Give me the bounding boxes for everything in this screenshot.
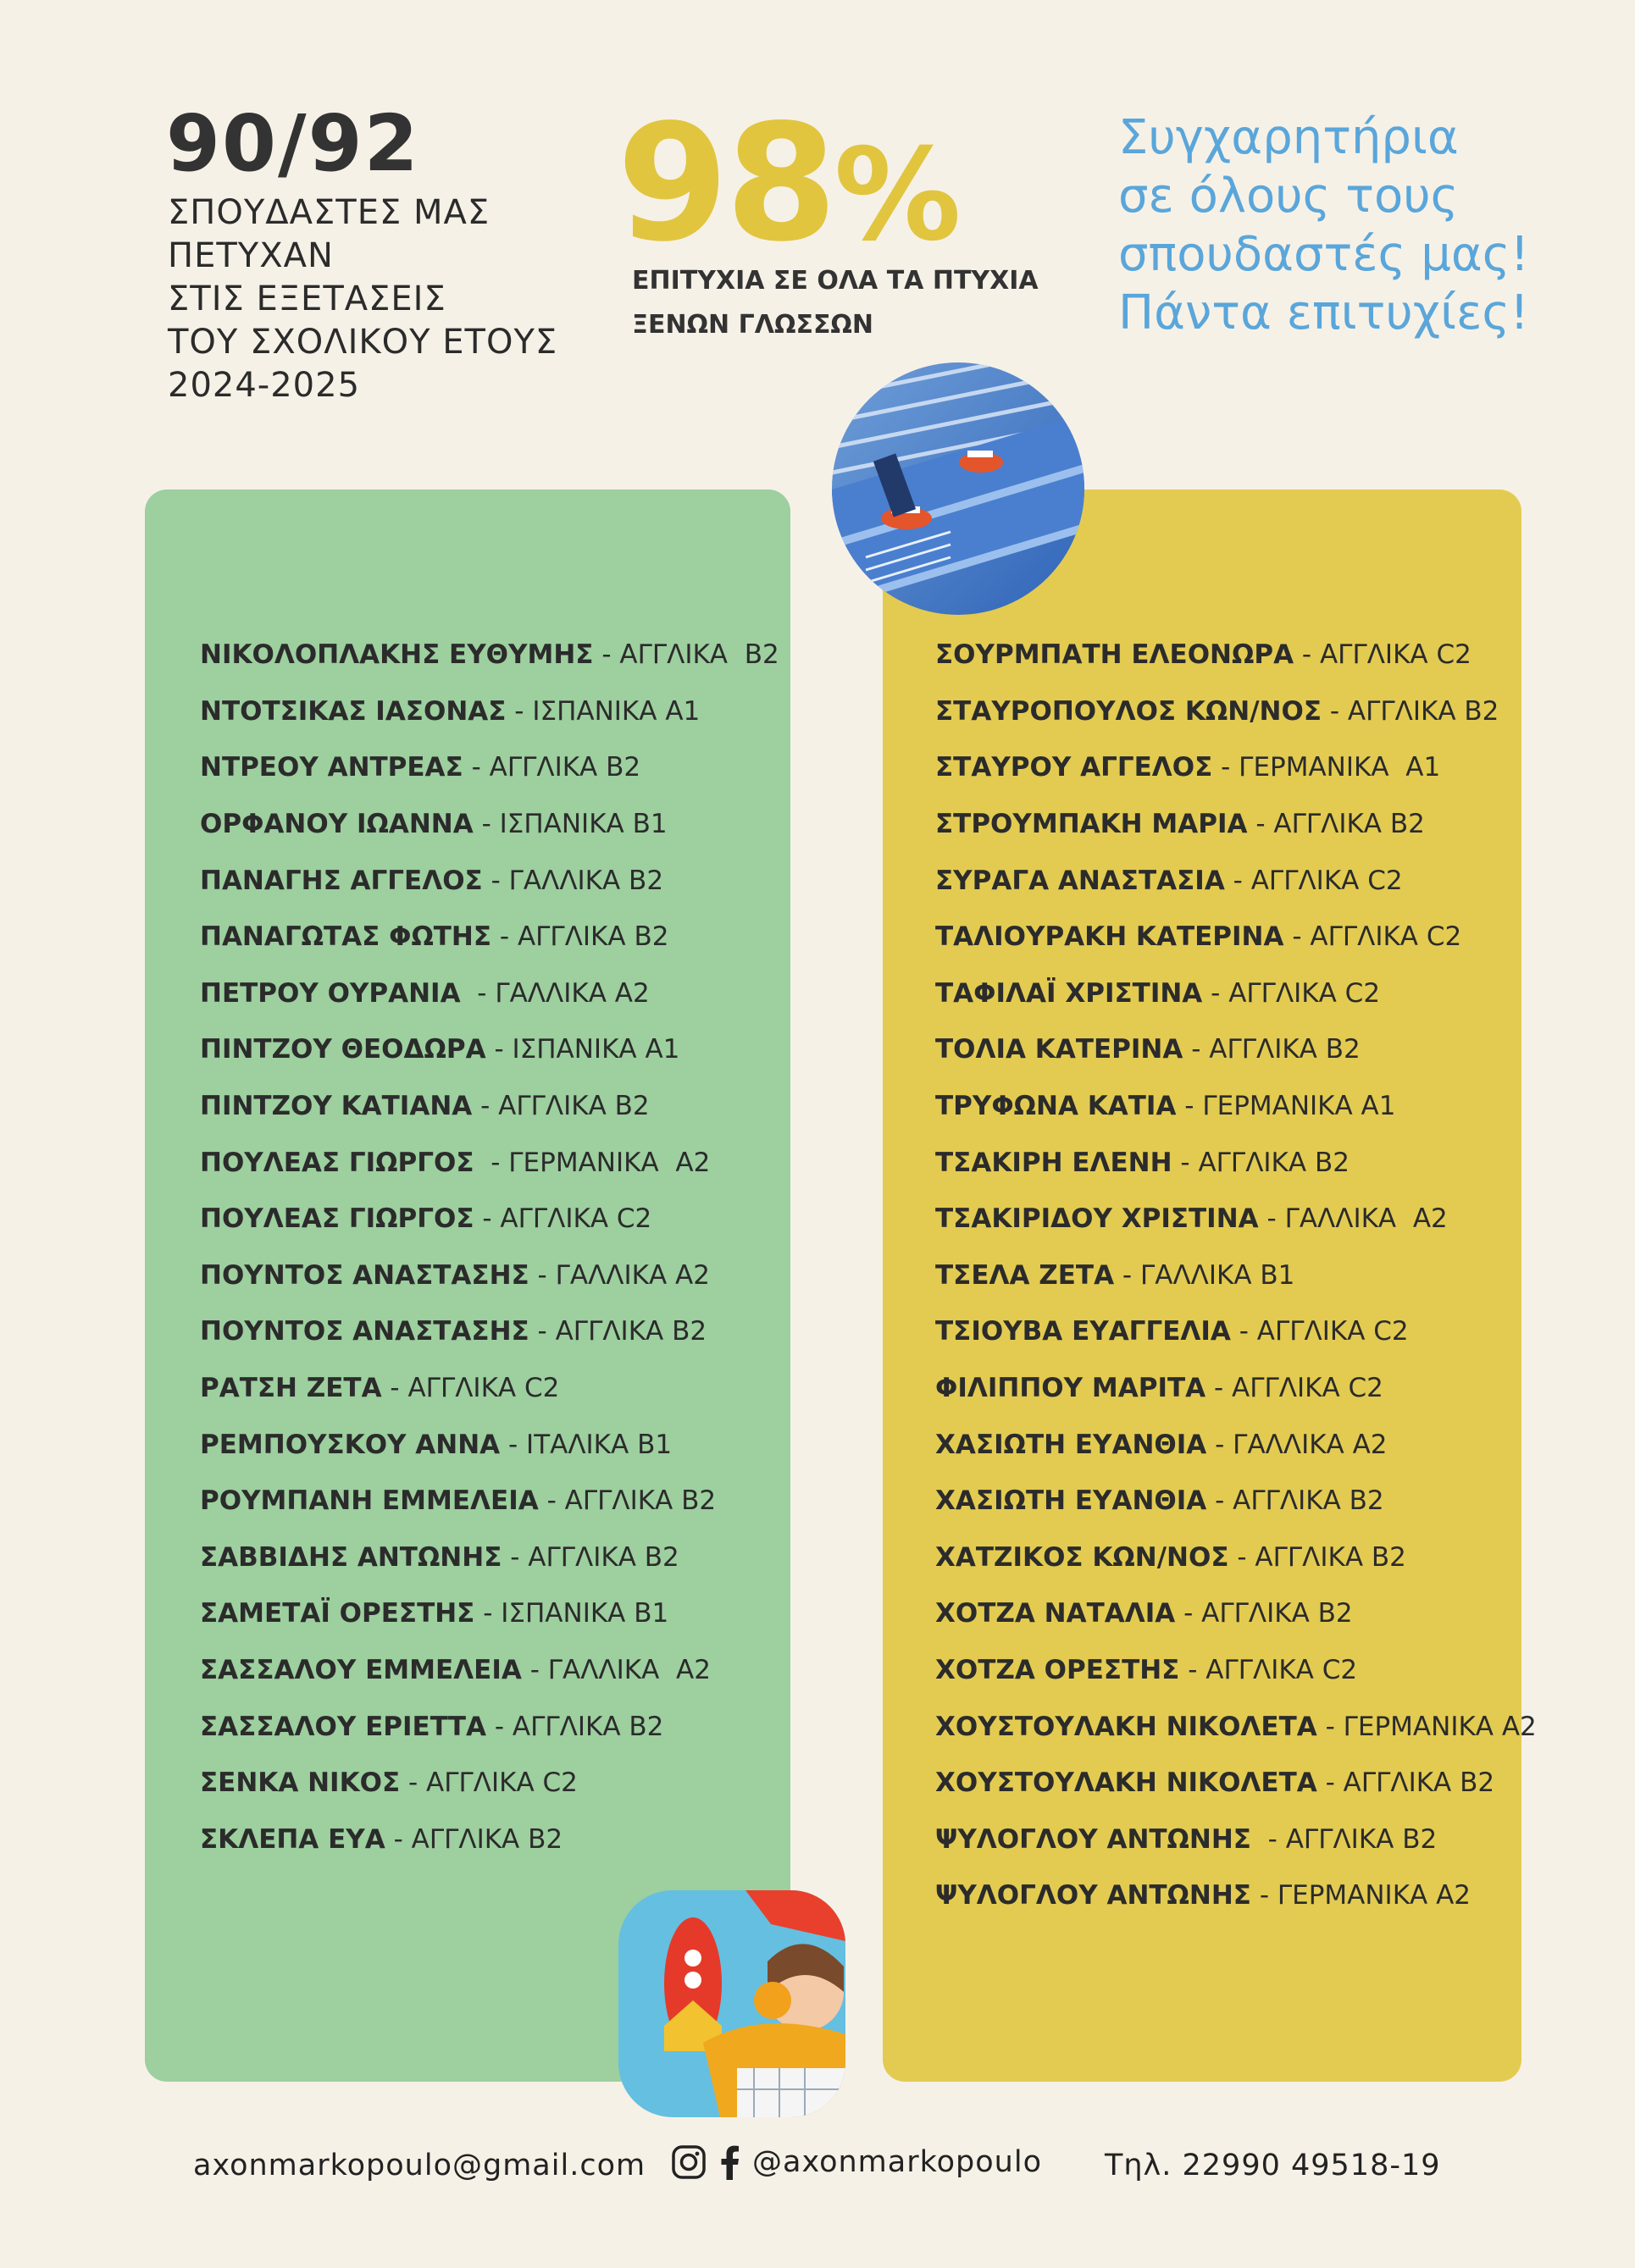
student-name: ΣΚΛΕΠΑ ΕΥΑ bbox=[200, 1823, 385, 1855]
student-result-row bbox=[935, 1642, 1537, 1699]
percentage-caption-line: ΕΠΙΤΥΧΙΑ ΣΕ ΟΛΑ ΤΑ ΠΤΥΧΙΑ bbox=[632, 266, 1039, 296]
student-result-row bbox=[935, 1416, 1537, 1473]
student-result-row bbox=[935, 965, 1537, 1022]
student-result-row bbox=[935, 1134, 1537, 1191]
student-name: ΡΟΥΜΠΑΝΗ ΕΜΜΕΛΕΙΑ bbox=[200, 1485, 539, 1517]
percent-sign: % bbox=[834, 122, 958, 269]
exam-result: - ΑΓΓΛΙΚΑ B2 bbox=[529, 1316, 707, 1347]
student-result-row bbox=[200, 1303, 779, 1360]
percentage-caption-line: ΞΕΝΩΝ ΓΛΩΣΣΩΝ bbox=[632, 310, 874, 340]
percentage-caption bbox=[632, 259, 1039, 347]
student-name: ΧΟΥΣΤΟΥΛΑΚΗ ΝΙΚΟΛΕΤΑ bbox=[935, 1767, 1317, 1799]
exam-result: - ΑΓΓΛΙΚΑ C2 bbox=[1202, 977, 1381, 1009]
student-result-row bbox=[200, 1134, 779, 1191]
student-result-row bbox=[935, 683, 1537, 740]
exam-result: - ΓΕΡΜΑΝΙΚΑ A2 bbox=[474, 1147, 711, 1178]
exam-result: - ΑΓΓΛΙΚΑ B2 bbox=[1250, 1823, 1438, 1855]
student-result-row bbox=[200, 1360, 779, 1417]
student-result-row bbox=[200, 1585, 779, 1642]
exam-result: - ΓΑΛΛΙΚΑ A2 bbox=[1258, 1203, 1448, 1235]
yellow-student-list bbox=[935, 627, 1537, 1924]
score-line: 2024-2025 bbox=[168, 366, 361, 405]
student-name: ΟΡΦΑΝΟΥ ΙΩΑΝΝΑ bbox=[200, 809, 474, 840]
student-result-row bbox=[935, 1078, 1537, 1135]
student-name: ΠΟΥΛΕΑΣ ΓΙΩΡΓΟΣ bbox=[200, 1147, 474, 1178]
exam-result: - ΓΑΛΛΙΚΑ B1 bbox=[1114, 1259, 1295, 1291]
student-result-row bbox=[200, 683, 779, 740]
student-result-row bbox=[200, 1530, 779, 1586]
student-result-row bbox=[200, 1416, 779, 1473]
student-name: ΠΕΤΡΟΥ ΟΥΡΑΝΙΑ bbox=[200, 977, 461, 1009]
exam-result: - ΑΓΓΛΙΚΑ B2 bbox=[1172, 1147, 1350, 1178]
student-name: ΣΟΥΡΜΠΑΤΗ ΕΛΕΟΝΩΡΑ bbox=[935, 639, 1294, 671]
student-name: ΠΟΥΝΤΟΣ ΑΝΑΣΤΑΣΗΣ bbox=[200, 1259, 529, 1291]
student-result-row bbox=[200, 1755, 779, 1812]
exam-result: - ΓΕΡΜΑΝΙΚΑ A1 bbox=[1212, 752, 1441, 783]
score-headline: 90/92 bbox=[166, 98, 420, 189]
student-result-row bbox=[935, 909, 1537, 965]
exam-result: - ΙΣΠΑΝΙΚΑ B1 bbox=[473, 809, 668, 840]
student-name: ΧΑΣΙΩΤΗ ΕΥΑΝΘΙΑ bbox=[935, 1485, 1207, 1517]
student-name: ΧΑΤΖΙΚΟΣ ΚΩΝ/ΝΟΣ bbox=[935, 1541, 1229, 1573]
exam-result: - ΑΓΓΛΙΚΑ B2 bbox=[1247, 809, 1425, 840]
score-description bbox=[168, 191, 557, 407]
stairs-illustration bbox=[832, 362, 1084, 615]
exam-result: - ΓΑΛΛΙΚΑ A2 bbox=[521, 1654, 711, 1685]
student-name: ΤΣΑΚΙΡΗ ΕΛΕΝΗ bbox=[935, 1147, 1172, 1178]
student-result-row bbox=[935, 1191, 1537, 1247]
exam-result: - ΑΓΓΛΙΚΑ C2 bbox=[400, 1767, 578, 1799]
score-line: ΣΤΙΣ ΕΞΕΤΑΣΕΙΣ bbox=[168, 279, 446, 318]
percent-number: 98 bbox=[617, 90, 834, 277]
exam-result: - ΑΓΓΛΙΚΑ C2 bbox=[1205, 1373, 1383, 1404]
student-name: ΡΑΤΣΗ ΖΕΤΑ bbox=[200, 1373, 382, 1404]
student-name: ΡΕΜΠΟΥΣΚΟΥ ΑΝΝΑ bbox=[200, 1429, 501, 1460]
student-result-row bbox=[935, 1247, 1537, 1304]
student-result-row bbox=[200, 852, 779, 909]
exam-result: - ΑΓΓΛΙΚΑ B2 bbox=[502, 1541, 679, 1573]
student-result-row bbox=[200, 739, 779, 796]
exam-result: - ΓΑΛΛΙΚΑ B2 bbox=[482, 865, 664, 896]
student-name: ΠΟΥΝΤΟΣ ΑΝΑΣΤΑΣΗΣ bbox=[200, 1316, 529, 1347]
exam-result: - ΓΑΛΛΙΚΑ A2 bbox=[460, 977, 650, 1009]
student-name: ΨΥΛΟΓΛΟΥ ΑΝΤΩΝΗΣ bbox=[935, 1880, 1251, 1911]
exam-result: - ΑΓΓΛΙΚΑ B2 bbox=[1175, 1598, 1353, 1629]
student-name: ΧΟΥΣΤΟΥΛΑΚΗ ΝΙΚΟΛΕΤΑ bbox=[935, 1711, 1317, 1742]
student-result-row bbox=[200, 1247, 779, 1304]
stairs-photo bbox=[832, 362, 1084, 615]
student-result-row bbox=[935, 1303, 1537, 1360]
facebook-icon[interactable] bbox=[718, 2144, 740, 2180]
congratulations-message bbox=[1118, 108, 1529, 342]
score-line: ΠΕΤΥΧΑΝ bbox=[168, 236, 334, 275]
student-name: ΣΑΣΣΑΛΟΥ ΕΜΜΕΛΕΙΑ bbox=[200, 1654, 522, 1685]
student-result-row bbox=[935, 852, 1537, 909]
student-result-row bbox=[935, 739, 1537, 796]
student-name: ΤΑΦΙΛΑΪ ΧΡΙΣΤΙΝΑ bbox=[935, 977, 1203, 1009]
student-result-row bbox=[200, 965, 779, 1022]
student-name: ΣΤΡΟΥΜΠΑΚΗ ΜΑΡΙΑ bbox=[935, 809, 1248, 840]
exam-result: - ΑΓΓΛΙΚΑ B2 bbox=[1206, 1485, 1384, 1517]
student-result-row bbox=[935, 1585, 1537, 1642]
student-result-row bbox=[200, 1078, 779, 1135]
congrats-line: σπουδαστές μας! bbox=[1118, 227, 1530, 282]
student-name: ΤΣΙΟΥΒΑ ΕΥΑΓΓΕΛΙΑ bbox=[935, 1316, 1231, 1347]
exam-result: - ΑΓΓΛΙΚΑ C2 bbox=[1179, 1654, 1358, 1685]
student-name: ΨΥΛΟΓΛΟΥ ΑΝΤΩΝΗΣ bbox=[935, 1823, 1251, 1855]
student-result-row bbox=[935, 627, 1537, 683]
student-result-row bbox=[200, 1642, 779, 1699]
exam-result: - ΙΣΠΑΝΙΚΑ Α1 bbox=[506, 695, 701, 727]
student-result-row bbox=[935, 1360, 1537, 1417]
student-result-row bbox=[200, 796, 779, 853]
exam-result: - ΑΓΓΛΙΚΑ B2 bbox=[491, 921, 669, 953]
footer-social[interactable] bbox=[671, 2144, 1042, 2180]
exam-result: - ΓΕΡΜΑΝΙΚΑ A2 bbox=[1316, 1711, 1537, 1742]
student-result-row bbox=[935, 1530, 1537, 1586]
student-name: ΝΙΚΟΛΟΠΛΑΚΗΣ ΕΥΘΥΜΗΣ bbox=[200, 639, 594, 671]
exam-result: - ΑΓΓΛΙΚΑ B2 bbox=[1322, 695, 1499, 727]
score-line: ΤΟΥ ΣΧΟΛΙΚΟΥ ΕΤΟΥΣ bbox=[168, 323, 558, 362]
student-result-row bbox=[200, 1473, 779, 1530]
exam-result: - ΑΓΓΛΙΚΑ B2 bbox=[1228, 1541, 1406, 1573]
student-name: ΝΤΡΕΟΥ ΑΝΤΡΕΑΣ bbox=[200, 752, 463, 783]
student-name: ΠΙΝΤΖΟΥ ΚΑΤΙΑΝΑ bbox=[200, 1091, 473, 1122]
student-name: ΣΤΑΥΡΟΥ ΑΓΓΕΛΟΣ bbox=[935, 752, 1213, 783]
exam-result: - ΓΕΡΜΑΝΙΚΑ A2 bbox=[1250, 1880, 1472, 1911]
student-result-row bbox=[935, 1755, 1537, 1812]
exam-result: - ΓΑΛΛΙΚΑ A2 bbox=[529, 1259, 710, 1291]
exam-result: - ΑΓΓΛΙΚΑ B2 bbox=[538, 1485, 717, 1517]
footer-phone: Τηλ. 22990 49518-19 bbox=[1105, 2149, 1441, 2182]
exam-result: - ΑΓΓΛΙΚΑ B2 bbox=[593, 639, 779, 671]
student-result-row bbox=[200, 1191, 779, 1247]
success-percentage bbox=[617, 90, 958, 277]
exam-result: - ΙΣΠΑΝΙΚΑ Α1 bbox=[485, 1034, 680, 1065]
student-name: ΧΟΤΖΑ ΝΑΤΑΛΙΑ bbox=[935, 1598, 1176, 1629]
student-result-row bbox=[935, 1867, 1537, 1924]
student-name: ΣΑΜΕΤΑΪ ΟΡΕΣΤΗΣ bbox=[200, 1598, 475, 1629]
student-name: ΠΑΝΑΓΩΤΑΣ ΦΩΤΗΣ bbox=[200, 921, 492, 953]
student-result-row bbox=[935, 1473, 1537, 1530]
kid-with-rocket-photo bbox=[618, 1890, 845, 2117]
student-name: ΤΟΛΙΑ ΚΑΤΕΡΙΝΑ bbox=[935, 1034, 1183, 1065]
student-name: ΧΟΤΖΑ ΟΡΕΣΤΗΣ bbox=[935, 1654, 1180, 1685]
student-result-row bbox=[200, 909, 779, 965]
exam-result: - ΑΓΓΛΙΚΑ B2 bbox=[385, 1823, 563, 1855]
kid-illustration bbox=[618, 1890, 845, 2117]
student-name: ΤΡΥΦΩΝΑ ΚΑΤΙΑ bbox=[935, 1091, 1177, 1122]
exam-result: - ΑΓΓΛΙΚΑ C2 bbox=[474, 1203, 652, 1235]
student-name: ΣΑΒΒΙΔΗΣ ΑΝΤΩΝΗΣ bbox=[200, 1541, 502, 1573]
exam-result: - ΓΑΛΛΙΚΑ A2 bbox=[1206, 1429, 1388, 1460]
exam-result: - ΑΓΓΛΙΚΑ B2 bbox=[472, 1091, 650, 1122]
student-result-row bbox=[935, 1021, 1537, 1078]
student-name: ΠΙΝΤΖΟΥ ΘΕΟΔΩΡΑ bbox=[200, 1034, 486, 1065]
exam-result: - ΑΓΓΛΙΚΑ C2 bbox=[381, 1373, 560, 1404]
exam-result: - ΙΤΑΛΙΚΑ B1 bbox=[500, 1429, 673, 1460]
exam-result: - ΑΓΓΛΙΚΑ C2 bbox=[1283, 921, 1462, 953]
student-name: ΧΑΣΙΩΤΗ ΕΥΑΝΘΙΑ bbox=[935, 1429, 1207, 1460]
exam-result: - ΑΓΓΛΙΚΑ B2 bbox=[1316, 1767, 1495, 1799]
student-name: ΦΙΛΙΠΠΟΥ ΜΑΡΙΤΑ bbox=[935, 1373, 1206, 1404]
student-result-row bbox=[200, 627, 779, 683]
exam-result: - ΓΕΡΜΑΝΙΚΑ A1 bbox=[1176, 1091, 1396, 1122]
student-result-row bbox=[935, 796, 1537, 853]
student-name: ΤΑΛΙΟΥΡΑΚΗ ΚΑΤΕΡΙΝΑ bbox=[935, 921, 1284, 953]
exam-result: - ΑΓΓΛΙΚΑ C2 bbox=[1230, 1316, 1409, 1347]
student-result-row bbox=[200, 1811, 779, 1867]
rocket-icon bbox=[664, 1917, 722, 2051]
student-name: ΠΑΝΑΓΗΣ ΑΓΓΕΛΟΣ bbox=[200, 865, 483, 896]
congrats-line: Συγχαρητήρια bbox=[1118, 110, 1459, 165]
student-result-row bbox=[200, 1698, 779, 1755]
student-result-row bbox=[200, 1021, 779, 1078]
congrats-line: σε όλους τους bbox=[1118, 169, 1459, 224]
exam-result: - ΑΓΓΛΙΚΑ B2 bbox=[486, 1711, 664, 1742]
student-name: ΣΥΡΑΓΑ ΑΝΑΣΤΑΣΙΑ bbox=[935, 865, 1225, 896]
student-name: ΠΟΥΛΕΑΣ ΓΙΩΡΓΟΣ bbox=[200, 1203, 474, 1235]
student-name: ΤΣΑΚΙΡΙΔΟΥ ΧΡΙΣΤΙΝΑ bbox=[935, 1203, 1259, 1235]
congrats-line: Πάντα επιτυχίες! bbox=[1118, 285, 1529, 340]
social-handle[interactable]: @axonmarkopoulo bbox=[752, 2145, 1042, 2179]
footer-email[interactable]: axonmarkopoulo@gmail.com bbox=[193, 2149, 646, 2182]
student-name: ΣΤΑΥΡΟΠΟΥΛΟΣ ΚΩΝ/ΝΟΣ bbox=[935, 695, 1322, 727]
green-student-list bbox=[200, 627, 779, 1867]
exam-result: - ΑΓΓΛΙΚΑ B2 bbox=[1183, 1034, 1361, 1065]
student-result-row bbox=[935, 1698, 1537, 1755]
student-name: ΤΣΕΛΑ ΖΕΤΑ bbox=[935, 1259, 1115, 1291]
exam-result: - ΑΓΓΛΙΚΑ C2 bbox=[1224, 865, 1403, 896]
exam-result: - ΑΓΓΛΙΚΑ C2 bbox=[1294, 639, 1472, 671]
student-name: ΣΑΣΣΑΛΟΥ ΕΡΙΕΤΤΑ bbox=[200, 1711, 486, 1742]
instagram-icon[interactable] bbox=[671, 2144, 707, 2180]
student-name: ΣΕΝΚΑ ΝΙΚΟΣ bbox=[200, 1767, 401, 1799]
student-name: ΝΤΟΤΣΙΚΑΣ ΙΑΣΟΝΑΣ bbox=[200, 695, 507, 727]
score-line: ΣΠΟΥΔΑΣΤΕΣ ΜΑΣ bbox=[168, 193, 490, 232]
exam-result: - ΑΓΓΛΙΚΑ B2 bbox=[463, 752, 641, 783]
exam-result: - ΙΣΠΑΝΙΚΑ B1 bbox=[474, 1598, 669, 1629]
student-result-row bbox=[935, 1811, 1537, 1867]
